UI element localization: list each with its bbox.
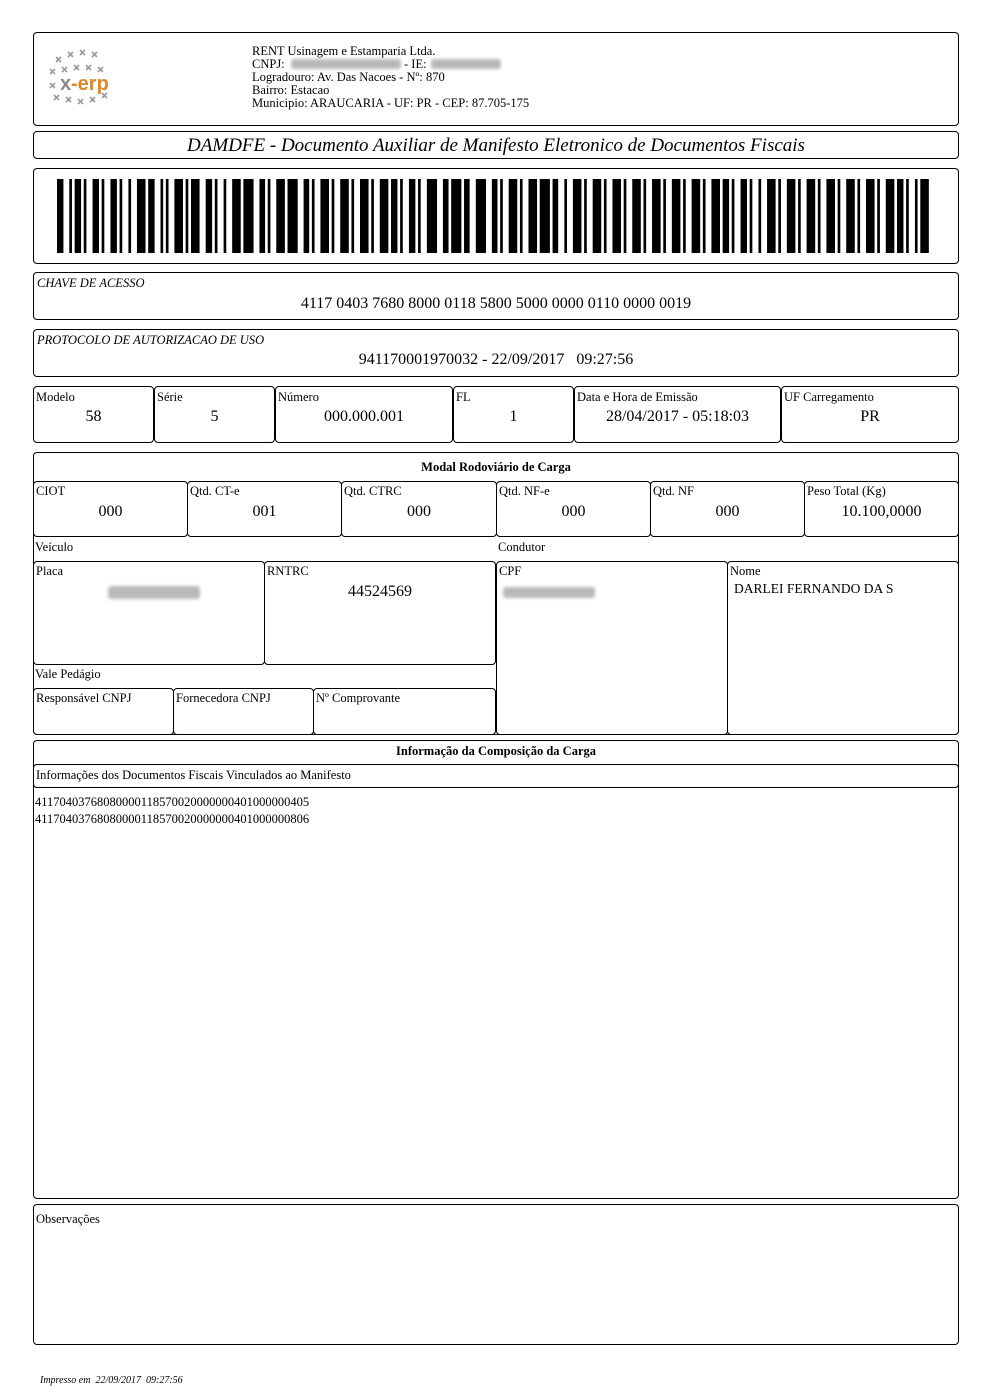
plate-box: [33, 561, 265, 665]
toll-receipt-box: [313, 688, 496, 735]
field-value: 28/04/2017 - 05:18:03: [605, 408, 750, 425]
cargo-docs-header: [33, 764, 959, 788]
field-modelo: [33, 386, 154, 443]
printed-at: [35, 1360, 183, 1388]
field-serie: [154, 386, 275, 443]
document-title: DAMDFE - Documento Auxiliar de Manifesto Eletronico de Documentos Fiscais: [187, 135, 805, 156]
barcode-bar: [604, 179, 607, 253]
access-key-label: CHAVE DE ACESSO: [37, 276, 145, 290]
cargo-title: Informação da Composição da Carga: [396, 744, 596, 758]
rntrc-value: 44524569: [348, 583, 412, 600]
rntrc-box: [264, 561, 496, 665]
rntrc-label: RNTRC: [267, 564, 309, 578]
barcode-bar: [232, 179, 241, 253]
barcode-bar: [409, 179, 415, 253]
total-qtd-nfe: [496, 481, 651, 537]
barcode-bar: [57, 179, 63, 253]
barcode-bar: [500, 179, 503, 253]
barcode-bar: [320, 179, 329, 253]
barcode-bar: [360, 179, 369, 253]
barcode-bar: [84, 179, 87, 253]
barcode-bar: [920, 179, 929, 253]
field-label: FL: [456, 390, 471, 404]
barcode-bar: [663, 179, 666, 253]
cnpj-line: [252, 57, 285, 71]
barcode-bar: [593, 179, 602, 253]
barcode-bar: [818, 179, 821, 253]
barcode-bar: [224, 179, 227, 253]
barcode-bar: [69, 179, 72, 253]
barcode-bar: [807, 179, 816, 253]
barcode-bar: [632, 179, 641, 253]
barcode: [57, 179, 935, 253]
field-label: Data e Hora de Emissão: [577, 390, 698, 404]
barcode-bar: [128, 179, 131, 253]
barcode-bar: [866, 179, 875, 253]
barcode-bar: [612, 179, 621, 253]
ie-label: - IE:: [404, 57, 427, 71]
barcode-bar: [711, 179, 720, 253]
barcode-bar: [276, 179, 285, 253]
field-label: Série: [157, 390, 183, 404]
driver-label: Condutor: [498, 540, 546, 554]
plate-label: Placa: [36, 564, 64, 578]
cnpj-label: CNPJ:: [252, 57, 285, 71]
barcode-bar: [826, 179, 835, 253]
total-qtd-ctrc: [341, 481, 497, 537]
total-label: Qtd. NF-e: [499, 484, 550, 498]
barcode-bar: [391, 179, 397, 253]
field-label: Modelo: [36, 390, 75, 404]
barcode-bar: [191, 179, 200, 253]
barcode-bar: [304, 179, 310, 253]
observations-box: [33, 1204, 959, 1345]
barcode-bar: [723, 179, 729, 253]
barcode-bar: [528, 179, 537, 253]
toll-resp-label: Responsável CNPJ: [36, 691, 132, 705]
barcode-bar: [206, 179, 212, 253]
barcode-bar: [476, 179, 486, 253]
access-key-box: [33, 272, 959, 320]
field-value: 000.000.001: [324, 408, 404, 425]
barcode-bar: [443, 179, 449, 253]
barcode-bar: [492, 179, 498, 253]
barcode-bar: [573, 179, 582, 253]
barcode-bar: [371, 179, 374, 253]
barcode-bar: [418, 179, 421, 253]
driver-name-value: DARLEI FERNANDO DA S: [734, 581, 894, 596]
barcode-bar: [380, 179, 389, 253]
driver-name-label: Nome: [730, 564, 761, 578]
total-value: 001: [252, 503, 277, 520]
cpf-redacted: [503, 587, 595, 598]
barcode-bar: [886, 179, 895, 253]
field-label: UF Carregamento: [784, 390, 874, 404]
barcode-bar: [340, 179, 349, 253]
barcode-bar: [643, 179, 646, 253]
total-qtd-nf: [650, 481, 805, 537]
modal-title: Modal Rodoviário de Carga: [421, 460, 571, 474]
vehicle-label: Veículo: [35, 540, 74, 554]
x-erp-logo: [46, 47, 132, 111]
cargo-document: 41170403768080000118570020000000401000000405: [35, 795, 310, 809]
barcode-bar: [451, 179, 461, 253]
printed-label: Impresso em: [40, 1375, 91, 1386]
barcode-bar: [427, 179, 437, 253]
barcode-bar: [137, 179, 146, 253]
cargo-document: 41170403768080000118570020000000401000000806: [35, 812, 310, 826]
barcode-bar: [520, 179, 523, 253]
barcode-bar: [877, 179, 880, 253]
barcode-box: [33, 168, 959, 264]
toll-supplier-label: Fornecedora CNPJ: [176, 691, 271, 705]
plate-redacted: [108, 586, 200, 599]
cnpj-redacted: [291, 59, 401, 69]
total-ciot: [33, 481, 188, 537]
field-numero: [275, 386, 453, 443]
barcode-bar: [692, 179, 701, 253]
barcode-bar: [838, 179, 841, 253]
observations-label: Observações: [36, 1212, 100, 1226]
driver-name-box: [727, 561, 959, 735]
field-fl: [453, 386, 574, 443]
barcode-bar: [857, 179, 860, 253]
barcode-bar: [110, 179, 116, 253]
barcode-bar: [787, 179, 796, 253]
toll-resp-box: [33, 688, 174, 735]
total-weight: [804, 481, 959, 537]
barcode-bar: [351, 179, 354, 253]
barcode-bar: [778, 179, 781, 253]
barcode-bar: [464, 179, 470, 253]
cpf-box: [496, 561, 728, 735]
barcode-bar: [540, 179, 550, 253]
field-emission-datetime: [574, 386, 781, 443]
barcode-bar: [846, 179, 855, 253]
barcode-bar: [268, 179, 271, 253]
document-title-box: [33, 131, 959, 159]
barcode-bar: [148, 179, 154, 253]
protocol-label: PROTOCOLO DE AUTORIZACAO DE USO: [37, 333, 265, 347]
total-qtd-cte: [187, 481, 342, 537]
barcode-bar: [703, 179, 706, 253]
barcode-bar: [732, 179, 735, 253]
ie-redacted: [431, 59, 501, 69]
barcode-bar: [93, 179, 99, 253]
city-line: Municipio: ARAUCARIA - UF: PR - CEP: 87.705-175: [252, 96, 530, 110]
barcode-bar: [553, 179, 559, 253]
barcode-bar: [683, 179, 686, 253]
barcode-bar: [915, 179, 918, 253]
barcode-bar: [312, 179, 315, 253]
barcode-bar: [906, 179, 909, 253]
cpf-label: CPF: [499, 564, 522, 578]
field-value: 5: [210, 408, 219, 425]
barcode-bar: [186, 179, 189, 253]
field-value: PR: [860, 408, 880, 425]
barcode-bar: [215, 179, 218, 253]
protocol-value: 941170001970032 - 22/09/2017 09:27:56: [358, 351, 634, 368]
barcode-bar: [798, 179, 801, 253]
district-line: Bairro: Estacao: [252, 83, 330, 97]
total-value: 000: [561, 503, 586, 520]
total-label: Qtd. CTRC: [344, 484, 402, 498]
address-line: Logradouro: Av. Das Nacoes - Nº: 870: [252, 70, 445, 84]
company-name: RENT Usinagem e Estamparia Ltda.: [252, 44, 436, 58]
barcode-bar: [624, 179, 627, 253]
total-value: 000: [407, 503, 431, 520]
barcode-bar: [161, 179, 164, 253]
emitter-header: [33, 32, 959, 126]
field-value: 58: [85, 408, 102, 425]
toll-label: Vale Pedágio: [35, 667, 101, 681]
barcode-bar: [564, 179, 567, 253]
total-label: Peso Total (Kg): [807, 484, 886, 498]
barcode-bar: [767, 179, 776, 253]
barcode-bar: [288, 179, 298, 253]
barcode-bar: [741, 179, 747, 253]
barcode-bar: [758, 179, 761, 253]
cargo-docs-label: Informações dos Documentos Fiscais Vinculados ao Manifesto: [36, 768, 351, 782]
barcode-bar: [243, 179, 253, 253]
barcode-bar: [509, 179, 518, 253]
svg-text:-erp: -erp: [71, 73, 109, 95]
total-value: 000: [98, 503, 123, 520]
svg-text:x: x: [60, 73, 72, 95]
field-uf-loading: [781, 386, 959, 443]
access-key-value: 4117 0403 7680 8000 0118 5800 5000 0000 0110 0000 0019: [300, 295, 692, 312]
barcode-bar: [332, 179, 335, 253]
barcode-bar: [584, 179, 587, 253]
barcode-bar: [897, 179, 903, 253]
barcode-bar: [75, 179, 81, 253]
total-label: Qtd. CT-e: [190, 484, 240, 498]
barcode-bar: [400, 179, 403, 253]
barcode-bar: [120, 179, 123, 253]
toll-supplier-box: [173, 688, 314, 735]
barcode-bar: [652, 179, 661, 253]
protocol-box: [33, 329, 959, 377]
barcode-bar: [259, 179, 265, 253]
total-label: CIOT: [36, 484, 66, 498]
total-label: Qtd. NF: [653, 484, 694, 498]
field-label: Número: [278, 390, 319, 404]
toll-receipt-label: Nº Comprovante: [316, 691, 401, 705]
printed-value: 22/09/2017 09:27:56: [95, 1375, 183, 1386]
total-value: 10.100,0000: [841, 503, 922, 520]
barcode-bar: [750, 179, 753, 253]
barcode-bar: [166, 179, 169, 253]
total-value: 000: [715, 503, 740, 520]
barcode-bar: [174, 179, 183, 253]
barcode-bar: [102, 179, 105, 253]
field-value: 1: [509, 408, 518, 425]
barcode-bar: [672, 179, 681, 253]
